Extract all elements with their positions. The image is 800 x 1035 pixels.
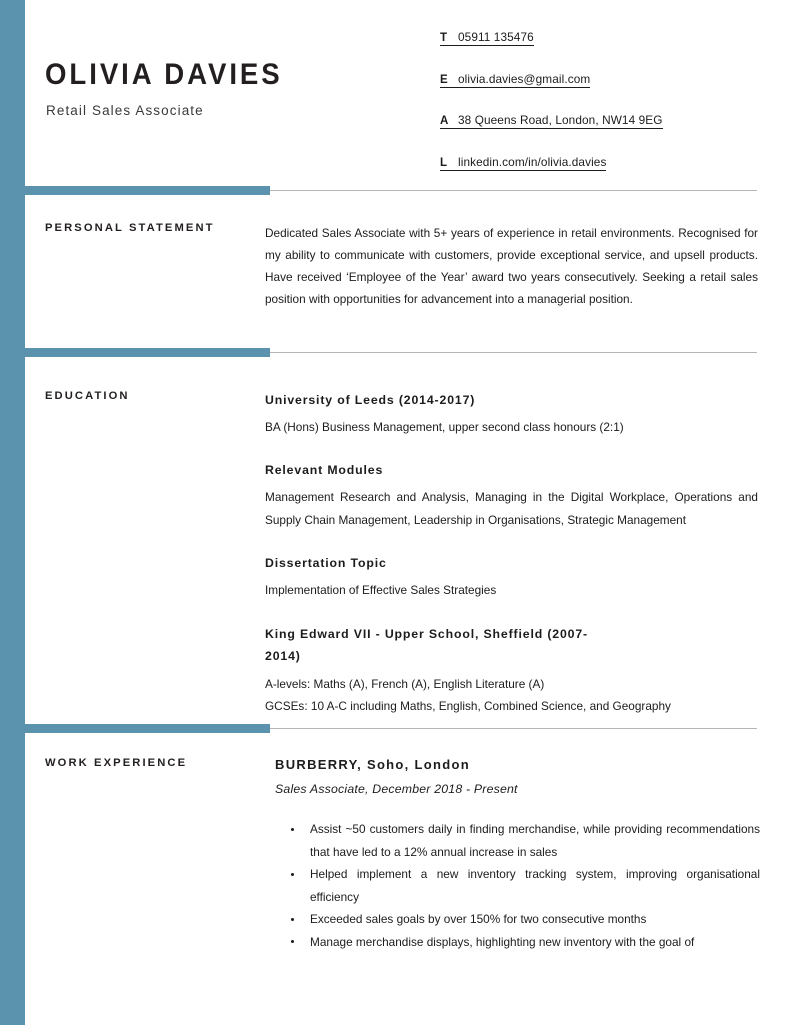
contact-gap <box>450 32 458 46</box>
education-entry <box>265 623 758 717</box>
divider-line <box>270 190 757 191</box>
education-entry <box>265 553 758 601</box>
employer-name: BURBERRY, Soho, London <box>275 757 470 772</box>
personal-statement-body <box>265 222 758 310</box>
linkedin-key: L <box>440 157 450 171</box>
section-divider-work <box>25 724 757 733</box>
divider-line <box>270 352 757 353</box>
divider-line <box>270 728 757 729</box>
contact-row-linkedin[interactable] <box>440 155 790 171</box>
personal-statement-text: Dedicated Sales Associate with 5+ years of experience in retail environments. Recognised for my ability to communicate with customers, provide exceptional service, and upsell products. Have received ‘Employee of the Year’ award two years consecutively. Seeking a retail sales position with opportunities for advancement into a managerial position. <box>265 226 758 306</box>
candidate-job-title: Retail Sales Associate <box>46 103 204 118</box>
divider-accent <box>25 348 270 357</box>
email-value: olivia.davies@gmail.com <box>458 71 591 86</box>
education-entry-title: King Edward VII - Upper School, Sheffield (2007-2014) <box>265 627 588 663</box>
divider-accent <box>25 724 270 733</box>
resume-header <box>25 0 800 190</box>
left-accent-bar <box>0 0 25 1025</box>
contact-gap <box>450 115 458 129</box>
divider-accent <box>25 186 270 195</box>
section-label-personal-statement: PERSONAL STATEMENT <box>45 222 215 234</box>
education-entry-title: Relevant Modules <box>265 463 384 477</box>
education-entry-detail: A-levels: Maths (A), French (A), English Literature (A) <box>265 677 545 691</box>
education-entry-title: Dissertation Topic <box>265 556 387 570</box>
education-entry <box>265 460 758 531</box>
address-value: 38 Queens Road, London, NW14 9EG <box>458 113 663 127</box>
contact-row-email[interactable] <box>440 72 790 88</box>
address-key: A <box>440 115 449 127</box>
list-item: Manage merchandise displays, highlighting new inventory with the goal of <box>275 931 760 954</box>
contact-gap <box>450 74 458 88</box>
list-item: Assist ~50 customers daily in finding merchandise, while providing recommendations that have led to a 12% annual increase in sales <box>275 818 760 863</box>
section-divider-education <box>25 348 757 357</box>
education-entry-detail: Management Research and Analysis, Managing in the Digital Workplace, Operations and Supply Chain Management, Leadership in Organisations, Strategic Management <box>265 490 758 527</box>
education-entry <box>265 390 758 438</box>
phone-value: 05911 135476 <box>458 30 534 44</box>
contact-block <box>440 30 790 196</box>
section-label-education: EDUCATION <box>45 390 130 402</box>
list-item: Exceeded sales goals by over 150% for two consecutive months <box>275 908 760 931</box>
work-experience-body <box>275 757 760 953</box>
linkedin-value: linkedin.com/in/olivia.davies <box>458 154 607 169</box>
work-experience-bullet-list <box>275 818 760 953</box>
contact-row-phone[interactable] <box>440 30 790 46</box>
section-label-work-experience: WORK EXPERIENCE <box>45 757 188 769</box>
education-entry-title: University of Leeds (2014-2017) <box>265 393 476 407</box>
section-divider-top <box>25 186 757 195</box>
contact-row-address[interactable] <box>440 113 790 129</box>
education-body <box>265 390 758 717</box>
email-key: E <box>440 74 450 88</box>
phone-key: T <box>440 32 450 46</box>
employment-role-and-dates: Sales Associate, December 2018 - Present <box>275 782 518 796</box>
contact-gap <box>450 157 458 171</box>
education-entry-detail: BA (Hons) Business Management, upper second class honours (2:1) <box>265 420 624 434</box>
candidate-name: OLIVIA DAVIES <box>45 58 283 91</box>
education-entry-detail: GCSEs: 10 A-C including Maths, English, Combined Science, and Geography <box>265 699 671 713</box>
education-entry-detail: Implementation of Effective Sales Strategies <box>265 583 497 597</box>
list-item: Helped implement a new inventory tracking system, improving organisational efficiency <box>275 863 760 908</box>
